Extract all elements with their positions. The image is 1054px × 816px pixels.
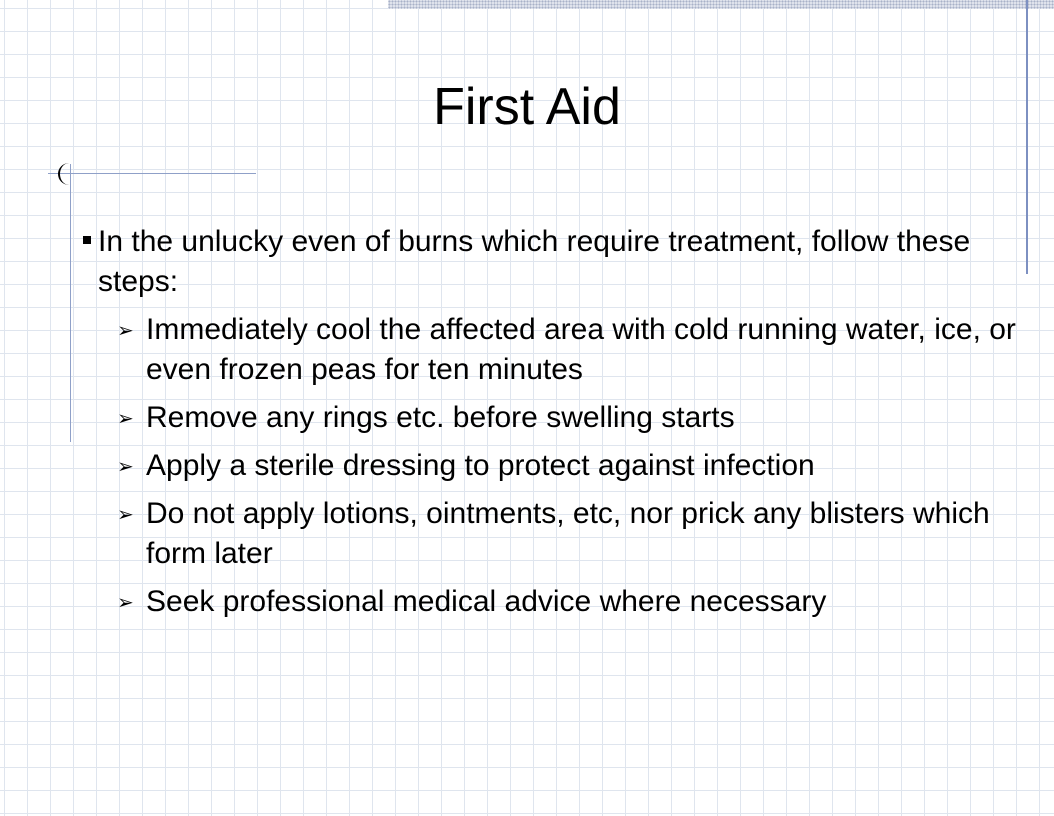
step-text: Immediately cool the affected area with cold running water, ice, or even frozen peas for ten minutes <box>146 313 1016 386</box>
step-text: Seek professional medical advice where necessary <box>146 585 827 618</box>
arrowhead-bullet-icon: ➢ <box>117 502 134 526</box>
step-item <box>117 494 1020 574</box>
main-bullet <box>80 222 1020 302</box>
step-text: Do not apply lotions, ointments, etc, nor prick any blisters which form later <box>146 497 990 570</box>
left-accent-line <box>70 164 71 442</box>
step-item <box>117 398 1020 438</box>
steps-list <box>80 310 1020 622</box>
decorative-arc <box>58 163 80 185</box>
step-text: Remove any rings etc. before swelling starts <box>146 401 735 434</box>
arrowhead-bullet-icon: ➢ <box>117 454 134 478</box>
step-text: Apply a sterile dressing to protect against infection <box>146 449 815 482</box>
top-decorative-stripe <box>388 0 1054 9</box>
arrowhead-bullet-icon: ➢ <box>117 590 134 614</box>
step-item <box>117 446 1020 486</box>
step-item <box>117 310 1020 390</box>
step-item <box>117 582 1020 622</box>
arrowhead-bullet-icon: ➢ <box>117 406 134 430</box>
slide-title: First Aid <box>433 78 621 136</box>
square-bullet-icon <box>83 236 91 244</box>
arrowhead-bullet-icon: ➢ <box>117 318 134 342</box>
bullet-list <box>80 222 1020 630</box>
main-bullet-text: In the unlucky even of burns which require treatment, follow these steps: <box>98 225 971 298</box>
